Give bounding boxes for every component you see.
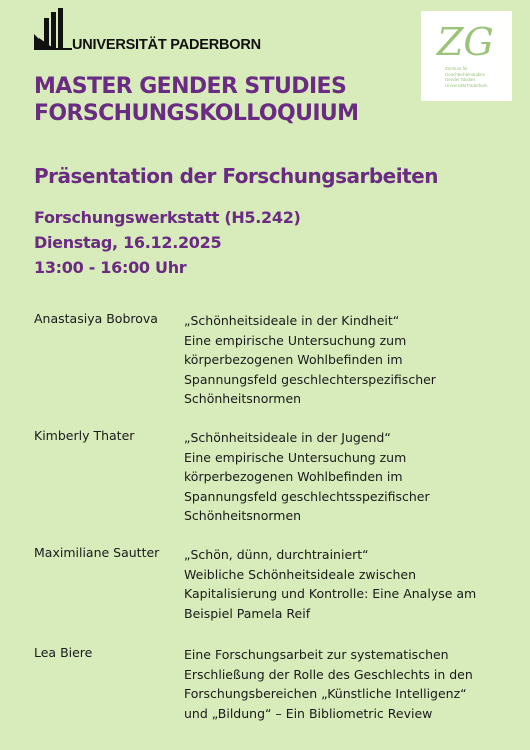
event-location: Forschungswerkstatt (H5.242) xyxy=(34,208,301,227)
talk-line: Weibliche Schönheitsideale zwischen xyxy=(184,566,417,582)
talk-description xyxy=(184,545,524,623)
talk-line: „Schönheitsideale in der Kindheit“ xyxy=(184,313,400,328)
page-subtitle: Präsentation der Forschungsarbeiten xyxy=(34,164,438,188)
talk-line: Eine empirische Untersuchung zum xyxy=(184,449,407,465)
talk-line: Spannungsfeld geschlechterspezifischer xyxy=(184,371,436,387)
title-line: MASTER GENDER STUDIES xyxy=(34,74,347,99)
talk-speaker: Maximiliane Sautter xyxy=(34,545,160,560)
zg-caption xyxy=(445,66,511,88)
talk-line: Kapitalisierung und Kontrolle: Eine Analyse am xyxy=(184,586,477,601)
talk-line: Eine Forschungsarbeit zur systematischen xyxy=(184,647,449,662)
talk-line: Schönheitsnormen xyxy=(184,391,302,406)
talk-description xyxy=(184,428,524,526)
zg-logo-mark xyxy=(433,17,499,61)
talk-line: Schönheitsnormen xyxy=(184,508,302,523)
page-title xyxy=(34,73,358,127)
zg-caption-line: Zentrum für xyxy=(445,66,468,71)
talk-line: und „Bildung“ – Ein Bibliometric Review xyxy=(184,705,433,721)
university-logo-icon xyxy=(34,8,72,50)
zg-logo xyxy=(421,11,512,101)
event-date: Dienstag, 16.12.2025 xyxy=(34,233,222,252)
zg-caption-line: Universität Paderborn xyxy=(445,82,488,88)
talk-speaker: Kimberly Thater xyxy=(34,428,135,443)
zg-caption-line: Geschlechterstudien xyxy=(445,71,486,77)
university-name: UNIVERSITÄT PADERBORN xyxy=(72,37,261,53)
talk-line: körperbezogenen Wohlbefinden im xyxy=(184,469,403,484)
talk-line: Forschungsbereichen „Künstliche Intelligenz“ xyxy=(184,686,467,701)
event-info xyxy=(34,205,301,280)
talk-speaker: Lea Biere xyxy=(34,645,93,660)
zg-logo-text: ZG xyxy=(437,20,494,61)
talk-line: Eine empirische Untersuchung zum xyxy=(184,332,407,348)
talk-description xyxy=(184,311,524,409)
talk-line: Erschließung der Rolle des Geschlechts in den xyxy=(184,666,473,682)
talk-line: Spannungsfeld geschlechtsspezifischer xyxy=(184,488,430,504)
talk-speaker: Anastasiya Bobrova xyxy=(34,311,158,326)
talk-line: Beispiel Pamela Reif xyxy=(184,605,311,621)
talk-description xyxy=(184,645,524,723)
talk-line: körperbezogenen Wohlbefinden im xyxy=(184,352,403,367)
zg-caption-line: Gender Studies xyxy=(445,77,476,83)
talk-line: „Schön, dünn, durchtrainiert“ xyxy=(184,547,369,562)
title-line: FORSCHUNGSKOLLOQUIUM xyxy=(34,101,359,126)
talk-line: „Schönheitsideale in der Jugend“ xyxy=(184,430,391,445)
event-time: 13:00 - 16:00 Uhr xyxy=(34,258,187,277)
